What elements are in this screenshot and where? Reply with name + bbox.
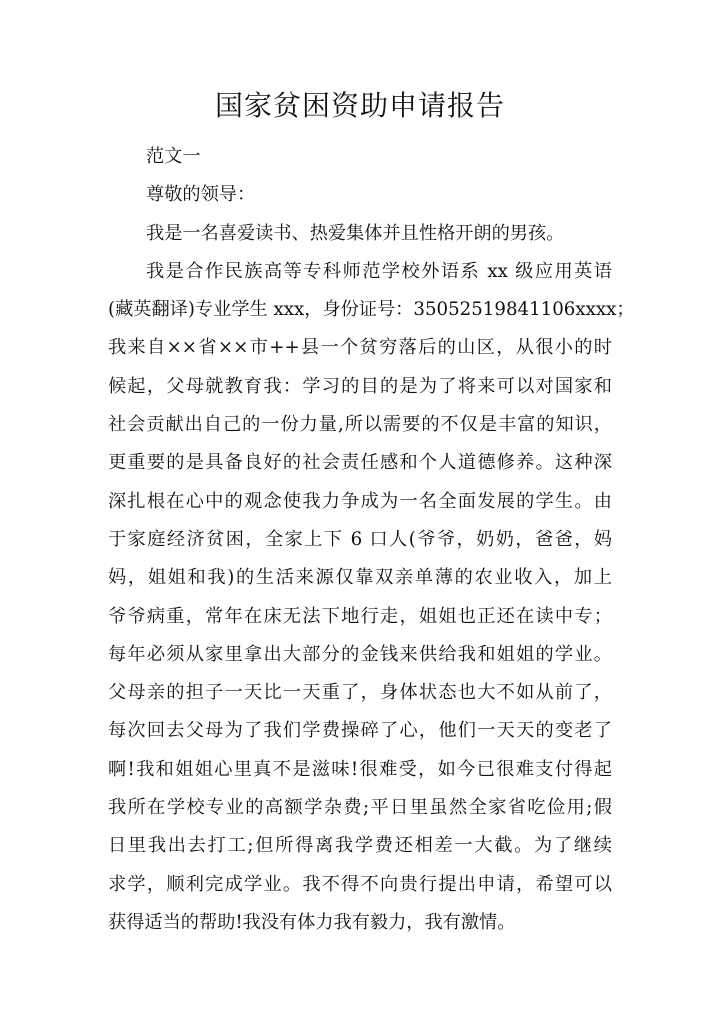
text-line: 父母亲的担子一天比一天重了，身体状态也大不如从前了， — [108, 682, 612, 704]
text-line: 妈，姐姐和我)的生活来源仅靠双亲单薄的农业收入，加上 — [108, 567, 612, 589]
text-line: 我是一名喜爱读书、热爱集体并且性格开朗的男孩。 — [146, 222, 565, 244]
text-line: 范文一 — [146, 146, 201, 167]
document-title: 国家贫困资助申请报告 — [214, 89, 505, 122]
text-line: 每次回去父母为了我们学费操碎了心，他们一天天的变老了 — [108, 720, 612, 742]
text-line: 每年必须从家里拿出大部分的金钱来供给我和姐姐的学业。 — [108, 643, 612, 665]
text-line: 获得适当的帮助!我没有体力我有毅力，我有激情。 — [108, 911, 516, 933]
text-line: 深扎根在心中的观念使我力争成为一名全面发展的学生。由 — [108, 490, 612, 512]
text-line: 尊敬的领导： — [146, 184, 256, 206]
text-line: (藏英翻译)专业学生 xxx，身份证号：35052519841106xxxx； — [108, 299, 635, 321]
text-line: 我是合作民族高等专科师范学校外语系 xx 级应用英语 — [146, 260, 612, 282]
text-line: 更重要的是具备良好的社会责任感和个人道德修养。这种深 — [108, 452, 612, 474]
text-line: 候起，父母就教育我：学习的目的是为了将来可以对国家和 — [108, 375, 612, 397]
text-line: 我来自××省××市++县一个贫穷落后的山区，从很小的时 — [108, 337, 612, 359]
text-line: 社会贡献出自己的一份力量,所以需要的不仅是丰富的知识， — [108, 414, 612, 436]
text-line: 我所在学校专业的高额学杂费;平日里虽然全家省吃俭用;假 — [108, 797, 612, 819]
text-line: 求学，顺利完成学业。我不得不向贵行提出申请，希望可以 — [108, 873, 612, 895]
document-body — [108, 138, 635, 942]
text-line: 日里我出去打工;但所得离我学费还相差一大截。为了继续 — [108, 835, 612, 857]
text-line: 啊!我和姐姐心里真不是滋味!很难受，如今已很难支付得起 — [108, 758, 612, 780]
text-line: 爷爷病重，常年在床无法下地行走，姐姐也正还在读中专； — [108, 605, 612, 627]
text-line: 于家庭经济贫困，全家上下 6 口人(爷爷，奶奶，爸爸，妈 — [108, 528, 612, 550]
